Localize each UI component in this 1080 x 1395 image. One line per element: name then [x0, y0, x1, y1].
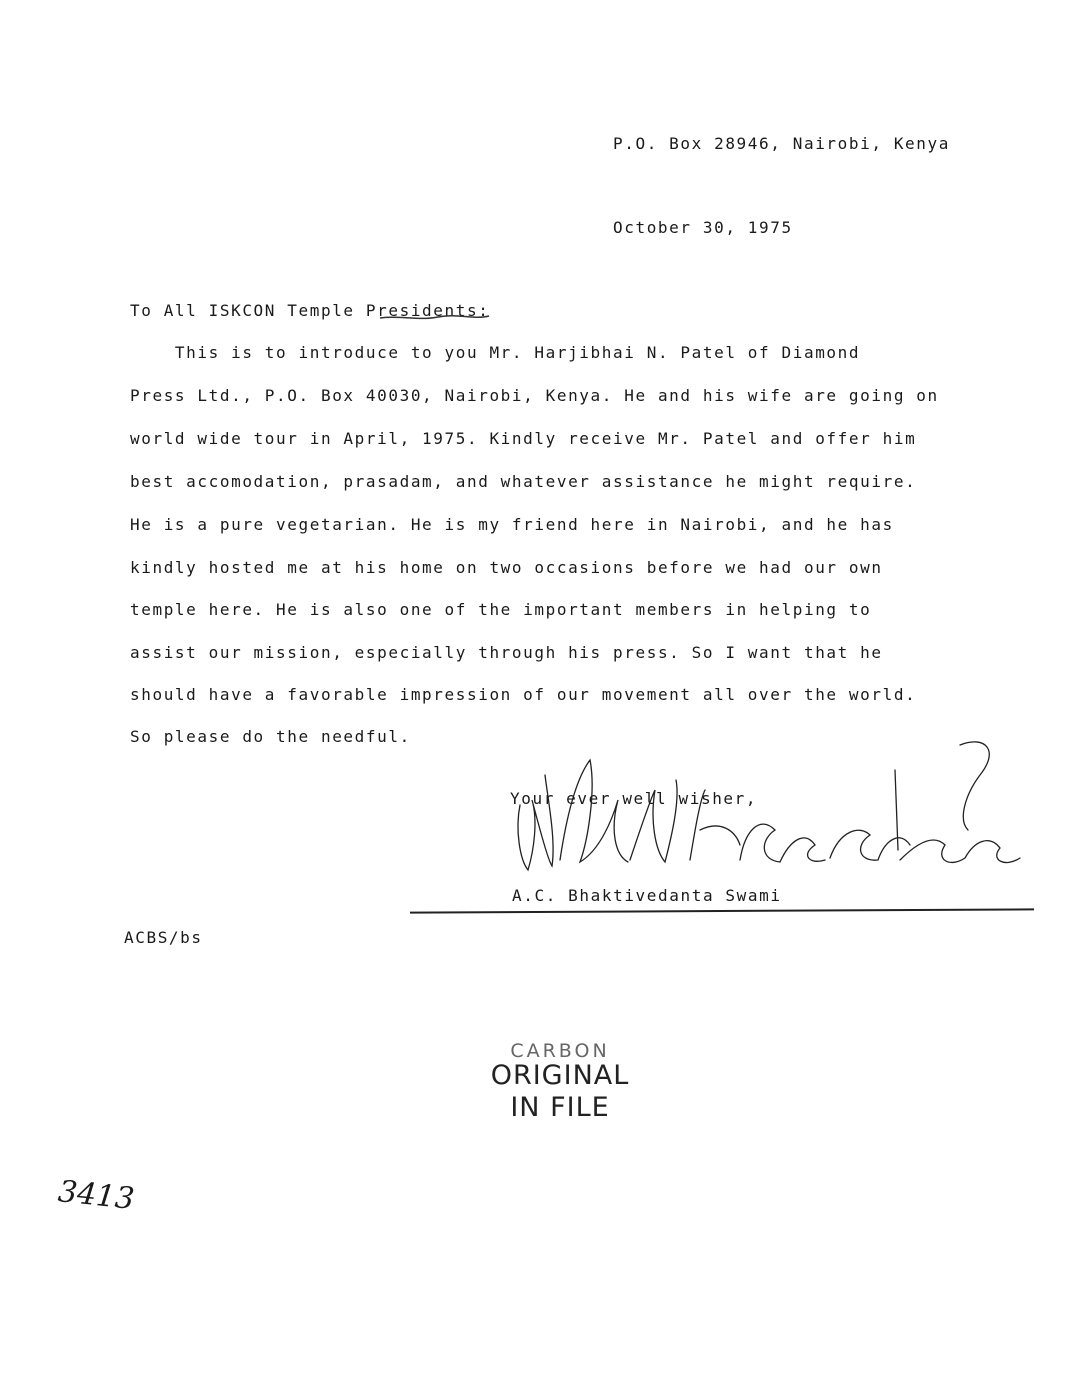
reference-initials: ACBS/bs: [124, 928, 203, 947]
closing: Your ever well wisher,: [510, 789, 758, 808]
body-line: temple here. He is also one of the important members in helping to: [130, 600, 872, 619]
body-line: should have a favorable impression of our movement all over the world.: [130, 685, 917, 704]
body-line: best accomodation, prasadam, and whatever assistance he might require.: [130, 472, 917, 491]
sender-address: P.O. Box 28946, Nairobi, Kenya: [613, 134, 950, 153]
body-line: assist our mission, especially through his press. So I want that he: [130, 643, 883, 662]
handwritten-file-number: 3413: [56, 1174, 136, 1217]
body-line: So please do the needful.: [130, 727, 411, 746]
body-line: He is a pure vegetarian. He is my friend here in Nairobi, and he has: [130, 515, 894, 534]
stamp-in-file: IN FILE: [510, 1092, 610, 1123]
body-line: This is to introduce to you Mr. Harjibhai N. Patel of Diamond: [130, 343, 861, 362]
salutation: To All ISKCON Temple Presidents:: [130, 301, 490, 320]
stamp-carbon: CARBON: [510, 1040, 610, 1062]
stamp-original: ORIGINAL: [490, 1060, 630, 1091]
body-line: kindly hosted me at his home on two occasions before we had our own: [130, 558, 883, 577]
body-line: world wide tour in April, 1975. Kindly receive Mr. Patel and offer him: [130, 429, 917, 448]
letter-date: October 30, 1975: [613, 218, 793, 237]
signature-name: A.C. Bhaktivedanta Swami: [512, 886, 782, 905]
body-line: Press Ltd., P.O. Box 40030, Nairobi, Kenya. He and his wife are going on: [130, 386, 939, 405]
